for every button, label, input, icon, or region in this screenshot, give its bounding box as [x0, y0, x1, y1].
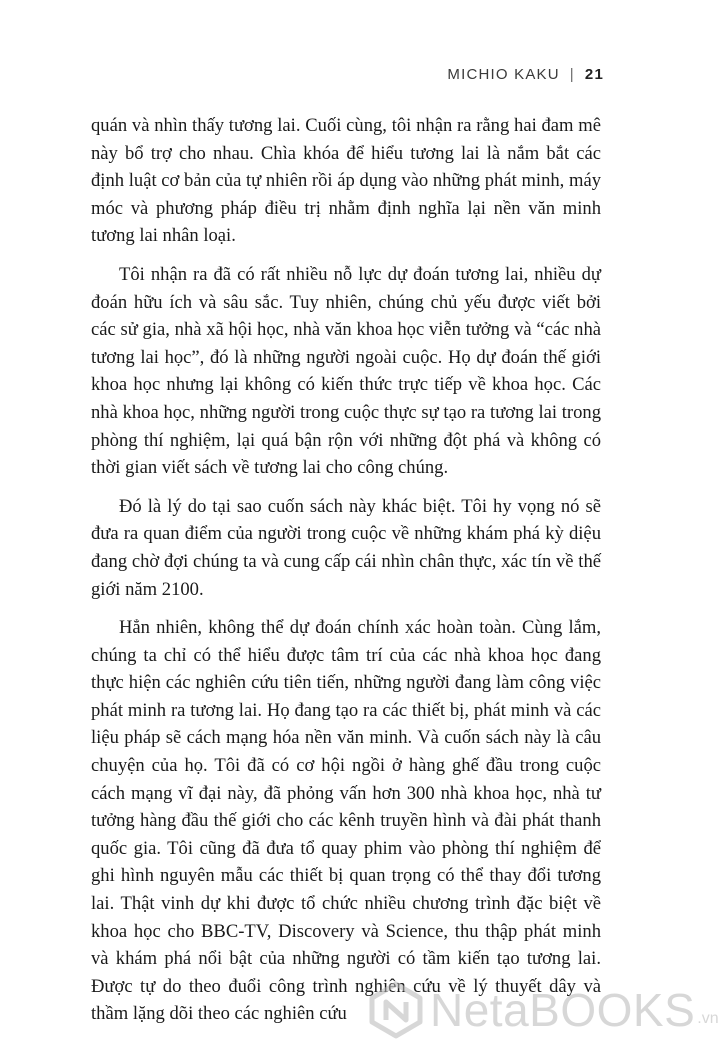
watermark-brand: NetaBOOKS: [430, 984, 696, 1036]
header-separator: |: [569, 66, 575, 83]
page-number: 21: [584, 66, 604, 83]
watermark: [366, 980, 719, 1040]
paragraph-4: Hẳn nhiên, không thể dự đoán chính xác hoàn toàn. Cùng lắm, chúng ta chỉ có thể hiểu được tâm trí của các nhà khoa học đang thực hiện các nghiên cứu tiên tiến, những người đang làm công việc phát minh ra tương lai. Họ đang tạo ra các thiết bị, phát minh và các liệu pháp sẽ cách mạng hóa nền văn minh. Và cuốn sách này là câu chuyện của họ. Tôi đã có cơ hội ngồi ở hàng ghế đầu trong cuộc cách mạng vĩ đại này, đã phỏng vấn hơn 300 nhà khoa học, nhà tư tưởng hàng đầu thế giới cho các kênh truyền hình và đài phát thanh quốc gia. Tôi cũng đã đưa tổ quay phim vào phòng thí nghiệm để ghi hình nguyên mẫu các thiết bị quan trọng có thể thay đổi tương lai. Thật vinh dự khi được tổ chức nhiều chương trình đặc biệt về khoa học cho BBC-TV, Discovery và Science, thu thập phát minh và khám phá nổi bật của những người có tầm kiến tạo tương lai. Được tự do theo đuổi công trình nghiên cứu về lý thuyết dây và thầm lặng dõi theo các nghiên cứu: [91, 617, 601, 1025]
running-header: [447, 66, 604, 83]
netabooks-logo-icon: [366, 980, 426, 1040]
paragraph-3: Đó là lý do tại sao cuốn sách này khác biệt. Tôi hy vọng nó sẽ đưa ra quan điểm của người trong cuộc về những khám phá kỳ diệu đang chờ đợi chúng ta và cung cấp cái nhìn chân thực, xác tín về thế giới năm 2100.: [91, 495, 601, 600]
body-text: [91, 112, 601, 1039]
paragraph-1: quán và nhìn thấy tương lai. Cuối cùng, tôi nhận ra rằng hai đam mê này bổ trợ cho nhau. Chìa khóa để hiểu tương lai là nắm bắt các định luật cơ bản của tự nhiên rồi áp dụng vào những phát minh, máy móc và phương pháp điều trị nhằm định nghĩa lại nền văn minh tương lai nhân loại.: [91, 115, 601, 247]
paragraph-2: Tôi nhận ra đã có rất nhiều nỗ lực dự đoán tương lai, nhiều dự đoán hữu ích và sâu sắc. Tuy nhiên, chúng chủ yếu được viết bởi các sử gia, nhà xã hội học, nhà văn khoa học viễn tưởng và “các nhà tương lai học”, đó là những người ngoài cuộc. Họ dự đoán thế giới khoa học nhưng lại không có kiến thức trực tiếp về khoa học. Các nhà khoa học, những người trong cuộc thực sự tạo ra tương lai trong phòng thí nghiệm, lại quá bận rộn với những đột phá và không có thời gian viết sách về tương lai cho công chúng.: [91, 263, 601, 479]
watermark-suffix: .vn: [697, 1010, 719, 1027]
header-author: MICHIO KAKU: [447, 66, 560, 83]
